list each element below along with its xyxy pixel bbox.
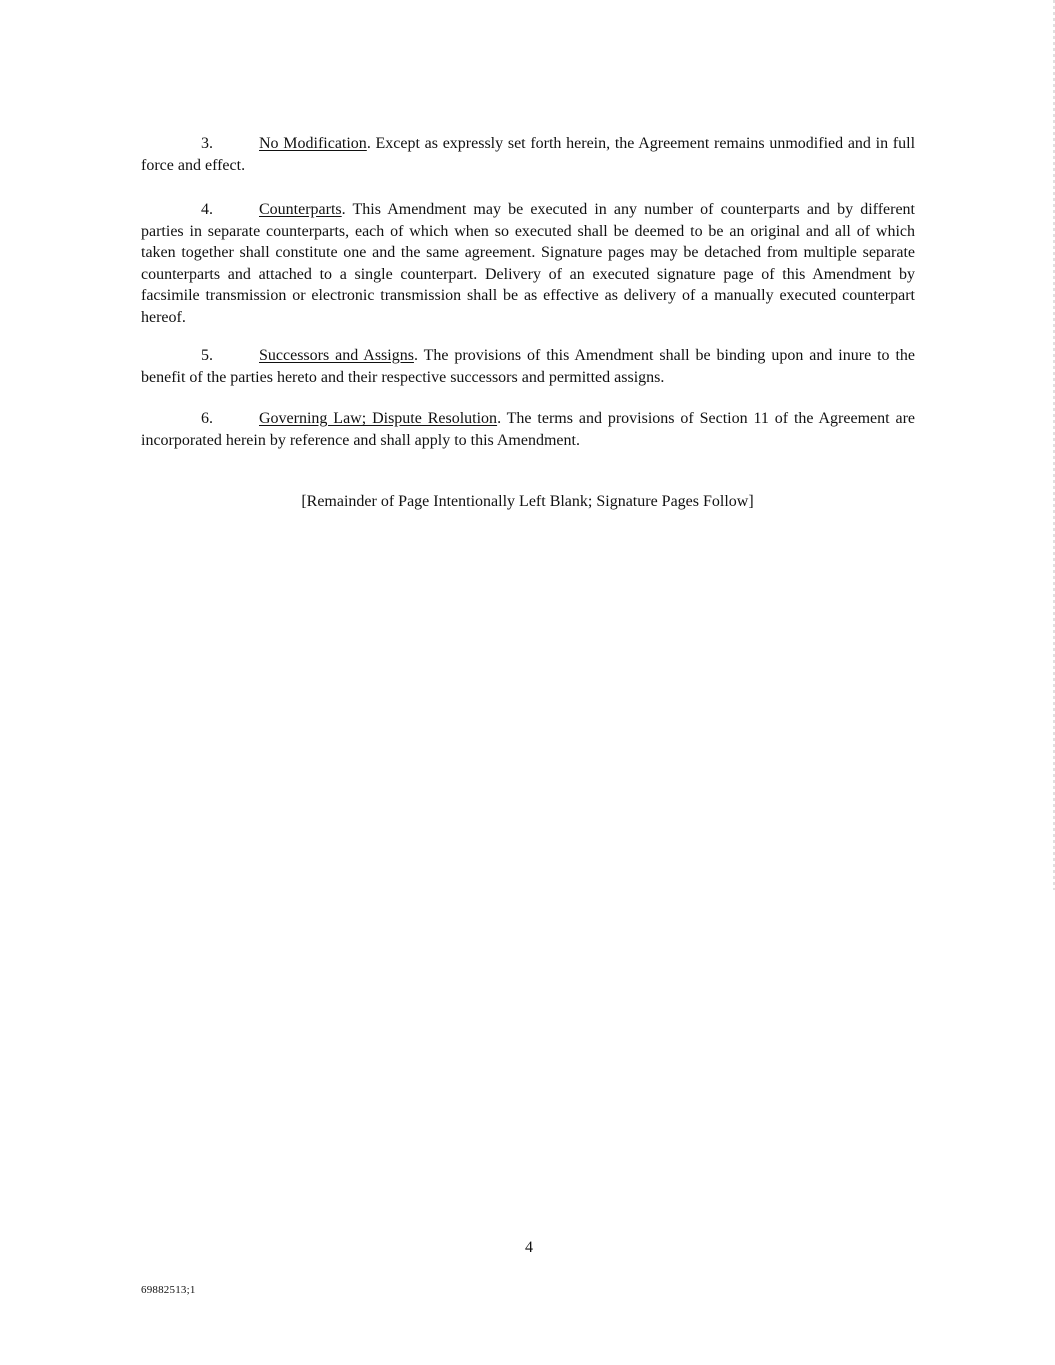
section-heading: No Modification	[259, 135, 367, 152]
section-number: 5.	[201, 347, 213, 364]
section-body: . The terms and provisions of Section 11 of the Agreement are incorporated herein by reference and shall apply to this Amendment.	[141, 410, 915, 449]
section-number: 4.	[201, 201, 213, 218]
page-number: 4	[525, 1239, 533, 1256]
section-number: 3.	[201, 135, 213, 152]
section-body: . The provisions of this Amendment shall be binding upon and inure to the benefit of the parties hereto and their respective successors and permitted assigns.	[141, 347, 916, 386]
section-number: 6.	[201, 410, 213, 427]
section-4-counterparts	[141, 199, 915, 328]
remainder-note	[0, 491, 1055, 513]
section-heading: Counterparts	[259, 201, 342, 218]
section-3-no-modification	[141, 133, 915, 176]
section-heading: Successors and Assigns	[259, 347, 414, 364]
section-6-governing-law	[141, 408, 915, 451]
document-id: 69882513;1	[141, 1284, 196, 1296]
remainder-note-text: [Remainder of Page Intentionally Left Blank; Signature Pages Follow]	[301, 493, 754, 510]
section-5-successors-and-assigns	[141, 345, 915, 388]
section-heading: Governing Law; Dispute Resolution	[259, 410, 498, 427]
section-body: . This Amendment may be executed in any number of counterparts and by different parties in separate counterparts, each of which when so executed shall be deemed to be an original and all of which taken together shall constitute one and the same agreement. Signature pages may be detached from multiple separate counterparts and attached to a single counterpart. Delivery of an executed signature page of this Amendment by facsimile transmission or electronic transmission shall be as effective as delivery of a manually executed counterpart hereof.	[141, 201, 915, 326]
section-body: . Except as expressly set forth herein, the Agreement remains unmodified and in full force and effect.	[141, 135, 916, 174]
